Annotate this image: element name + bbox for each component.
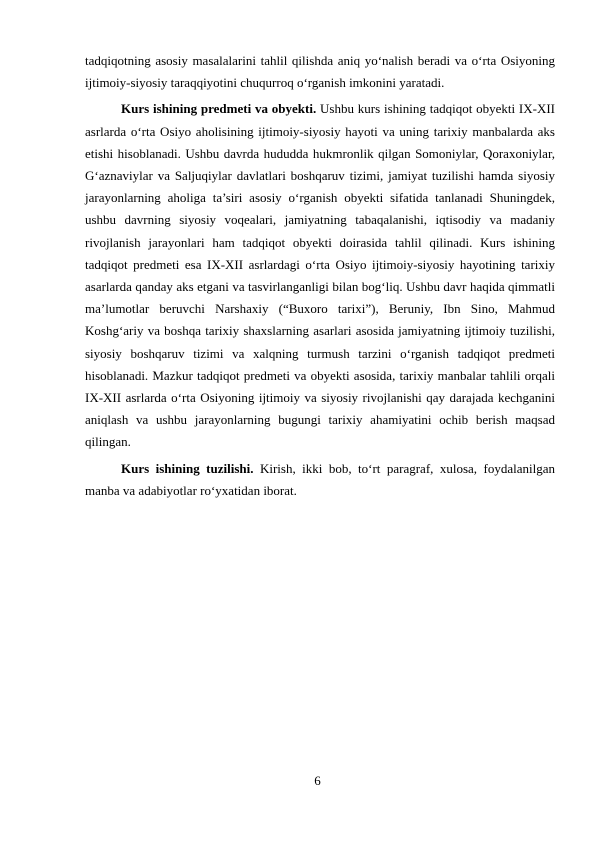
paragraph-text: tadqiqotning asosiy masalalarini tahlil qilishda aniq yo‘nalish beradi va o‘rta Osiyoning ijtimoiy-siyosiy taraqqiyotini chuqurroq o‘rganish imkonini yaratadi. xyxy=(85,53,555,91)
body-text xyxy=(85,50,555,506)
paragraph-text: Kirish, ikki bob, to‘rt paragraf, xulosa, foydalanilgan manba va adabiyotlar ro‘yxatidan iborat. xyxy=(85,460,555,498)
paragraph-text: Ushbu kurs ishining tadqiqot obyekti IX-XII asrlarda o‘rta Osiyo aholisining ijtimoiy-siyosiy hayoti va uning tarixiy manbalarda aks etishi hisoblanadi. Ushbu davrda hududda hukmronlik qilgan Somoniylar, Qoraxoniylar, G‘aznaviylar va Saljuqiylar davlatlari boshqaruv tizimi, jamiyat tuzilishi hamda siyosiy jarayonlarning aholiga ta’siri asosiy o‘rganish obyekti sifatida tanlanadi Shuningdek, ushbu davrning siyosiy voqealari, jamiyatning tabaqalanishi, iqtisodiy va madaniy rivojlanish jarayonlari ham tadqiqot obyekti doirasida tahlil qilinadi. Kurs ishining tadqiqot predmeti esa IX-XII asrlardagi o‘rta Osiyo ijtimoiy-siyosiy hayotining tarixiy asarlarda qanday aks etgani va tasvirlanganligi bilan bog‘liq. Ushbu davr haqida qimmatli ma’lumotlar beruvchi Narshaxiy (“Buxoro tarixi”), Beruniy, Ibn Sino, Mahmud Koshg‘ariy va boshqa tarixiy shaxslarning asarlari asosida jamiyatning ijtimoiy tuzilishi, siyosiy boshqaruv tizimi va xalqning turmush tarzini o‘rganish tadqiqot predmeti hisoblanadi. Mazkur tadqiqot predmeti va obyekti asosida, tarixiy manbalar tahlili orqali IX-XII asrlarda o‘rta Osiyoning ijtimoiy va siyosiy rivojlanishi qay darajada kechganini aniqlash va ushbu jarayonlarning bugungi tarixiy ahamiyatini ochib berish maqsad qilingan. xyxy=(85,101,556,450)
section-heading-subject-object: Kurs ishining predmeti va obyekti. xyxy=(121,101,317,117)
page-number: 6 xyxy=(314,773,321,788)
paragraph-intro-continuation xyxy=(85,50,555,94)
paragraph-subject-object xyxy=(85,98,555,453)
paragraph-structure xyxy=(85,458,555,502)
section-heading-structure: Kurs ishining tuzilishi. xyxy=(121,460,254,476)
